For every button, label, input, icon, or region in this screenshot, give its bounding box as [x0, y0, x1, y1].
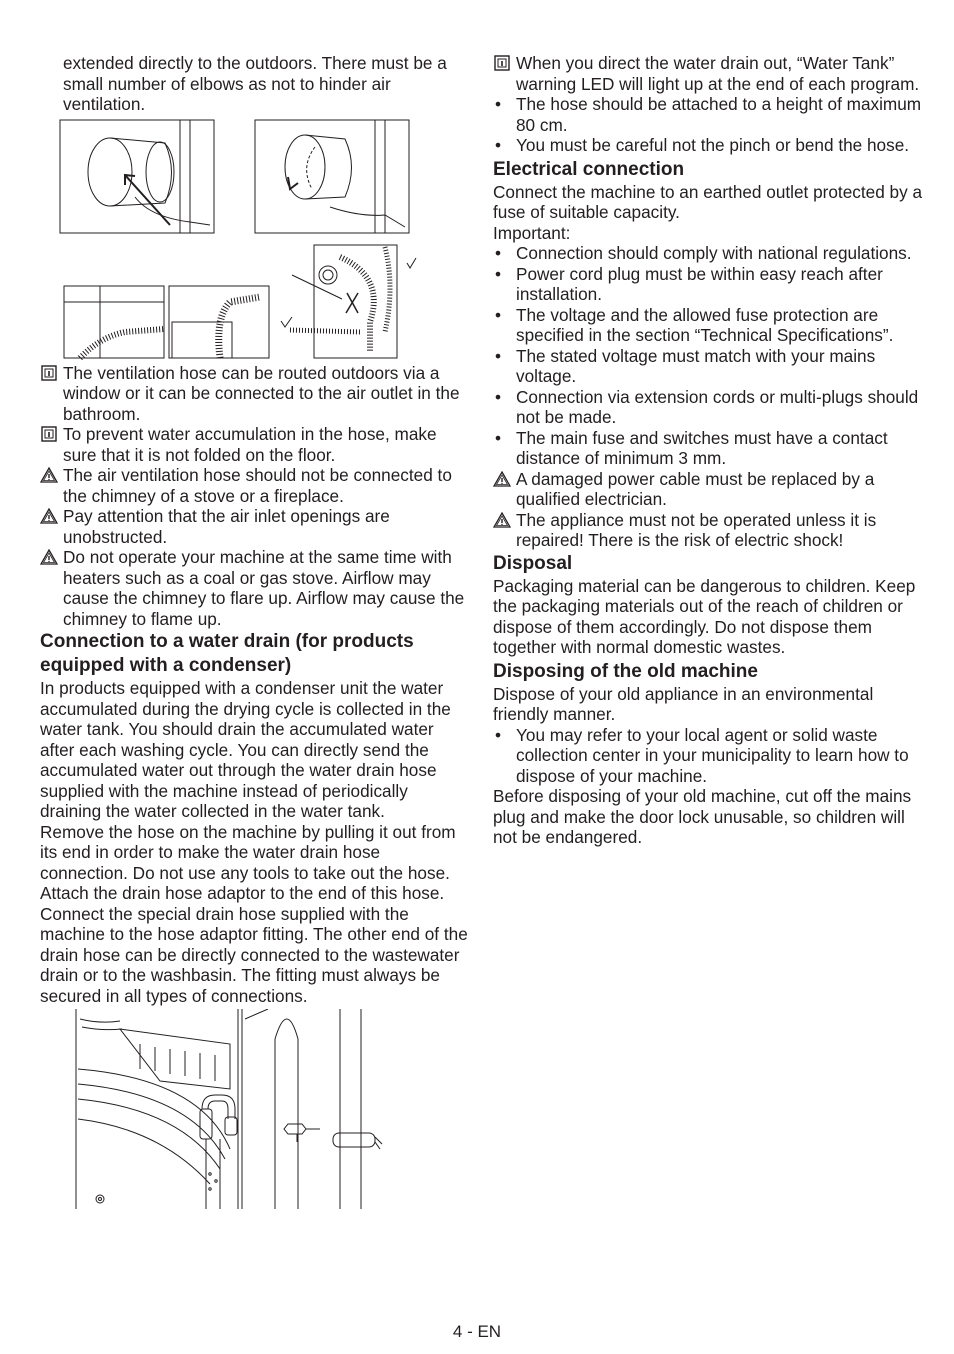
info-icon	[40, 364, 58, 382]
list-item: • The hose should be attached to a height of maximum 80 cm.	[493, 94, 925, 135]
warning-text: A damaged power cable must be replaced by a qualified electrician.	[516, 468, 875, 509]
warning-item	[493, 469, 925, 510]
list-item: • Power cord plug must be within easy reach after installation.	[493, 264, 925, 305]
water-drain-heading: Connection to a water drain (for products equipped with a condenser)	[40, 631, 414, 676]
vent-panel-1	[60, 120, 214, 233]
warning-item	[40, 506, 468, 547]
intro-text: extended directly to the outdoors. There must be a small number of elbows as not to hinder air ventilation.	[63, 53, 447, 114]
old-machine-bullet-list	[493, 725, 925, 787]
note-text: To prevent water accumulation in the hose, make sure that it is not folded on the floor.	[63, 424, 437, 465]
disposal-heading: Disposal	[493, 552, 573, 574]
water-drain-paragraph-1: In products equipped with a condenser unit the water accumulated during the drying cycle is collected in the water tank. You should drain the accumulated water after each washing cycle. You can directly send the accumulated water out through the water drain hose supplied with the machine instead of periodically draining the water collected in the water tank.	[40, 678, 451, 821]
water-drain-paragraph-2: Remove the hose on the machine by pulling it out from its end in order to make the water drain hose connection. Do not use any tools to take out the hose. Attach the drain hose adaptor to the end of this hose. Connect the special drain hose supplied with the machine to the hose adaptor fitting. The other end of the drain hose can be directly connected to the wastewater drain or to the washbasin. The fitting must always be secured in all types of connections.	[40, 821, 468, 1006]
note-item	[493, 53, 925, 94]
list-item: • Connection via extension cords or multi-plugs should not be made.	[493, 387, 925, 428]
hose-bullet-list	[493, 94, 925, 156]
left-column	[40, 53, 468, 1209]
note-text: The ventilation hose can be routed outdoors via a window or it can be connected to the air outlet in the bathroom.	[63, 362, 460, 424]
warning-icon	[40, 548, 58, 566]
warning-icon	[40, 507, 58, 525]
electrical-bullet-list	[493, 243, 925, 469]
vent-notes	[40, 363, 468, 630]
page-number: 4 - EN	[452, 1322, 502, 1341]
warning-icon	[40, 466, 58, 484]
warning-icon	[493, 470, 511, 488]
info-icon	[40, 425, 58, 443]
right-column	[493, 53, 925, 848]
warning-item	[40, 465, 468, 506]
old-machine-text: Dispose of your old appliance in an environmental friendly manner.	[493, 683, 874, 724]
list-item: • You may refer to your local agent or solid waste collection center in your municipality to learn how to dispose of your machine.	[493, 725, 925, 787]
list-item: • You must be careful not the pinch or bend the hose.	[493, 135, 925, 156]
old-machine-final-text: Before disposing of your old machine, cut off the mains plug and make the door lock unusable, so children will not be endangered.	[493, 786, 912, 847]
important-label: Important:	[493, 222, 571, 243]
old-machine-heading: Disposing of the old machine	[493, 660, 758, 682]
warning-item	[40, 547, 468, 629]
disposal-text: Packaging material can be dangerous to children. Keep the packaging materials out of the reach of children or dispose of them accordingly. Do not dispose them together with normal domestic wastes.	[493, 575, 916, 657]
page-footer	[0, 1322, 954, 1343]
warning-text: Do not operate your machine at the same time with heaters such as a coal or gas stove. Airflow may cause the chimney to flare up. Airflow may cause the chimney to flame up.	[63, 547, 465, 629]
warning-text: Pay attention that the air inlet openings are unobstructed.	[63, 506, 390, 547]
vent-panel-3	[64, 286, 164, 358]
list-item: • The voltage and the allowed fuse protection are specified in the section “Technical Specifications”.	[493, 305, 925, 346]
note-item	[40, 424, 468, 465]
warning-item	[493, 510, 925, 551]
note-item	[40, 363, 468, 425]
info-icon	[493, 54, 511, 72]
list-item: • Connection should comply with national regulations.	[493, 243, 925, 264]
electrical-heading: Electrical connection	[493, 158, 685, 180]
list-item: • The main fuse and switches must have a contact distance of minimum 3 mm.	[493, 428, 925, 469]
list-item: • The stated voltage must match with your mains voltage.	[493, 346, 925, 387]
warning-icon	[493, 511, 511, 529]
note-text: When you direct the water drain out, “Water Tank” warning LED will light up at the end of each program.	[516, 53, 920, 94]
warning-text: The appliance must not be operated unless it is repaired! There is the risk of electric shock!	[516, 509, 877, 550]
vent-panel-5	[314, 245, 397, 358]
ventilation-hose-illustration	[40, 117, 468, 363]
drain-hose-illustration	[40, 1009, 468, 1209]
electrical-intro: Connect the machine to an earthed outlet protected by a fuse of suitable capacity.	[493, 181, 923, 222]
warning-text: The air ventilation hose should not be connected to the chimney of a stove or a fireplace.	[63, 465, 452, 506]
